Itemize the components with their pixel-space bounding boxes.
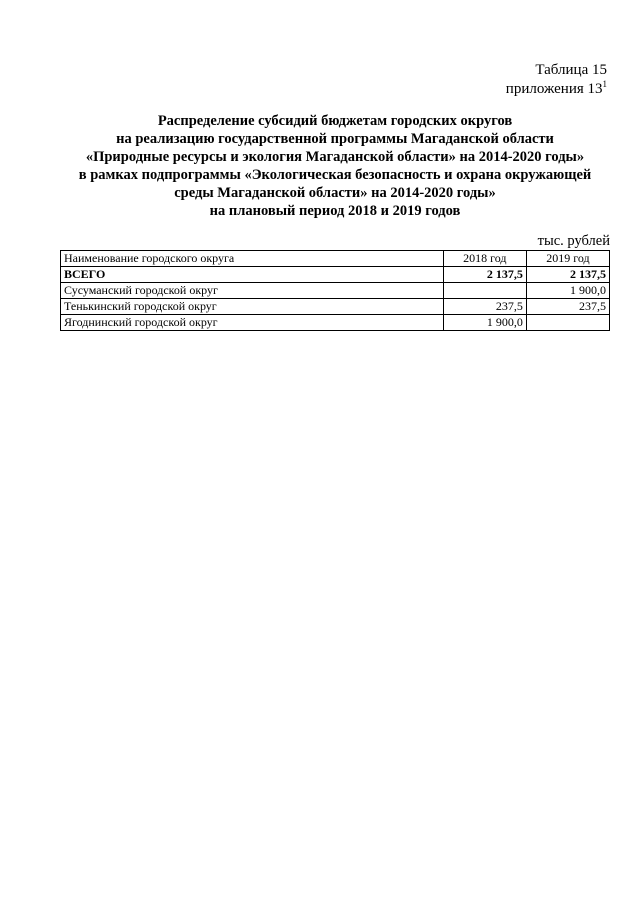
table-header-row <box>61 251 610 267</box>
appendix-reference <box>506 61 607 99</box>
table-row-total <box>61 267 610 283</box>
table-number: Таблица 15 <box>535 62 607 78</box>
header-2018: 2018 год <box>443 251 526 267</box>
header-2019: 2019 год <box>526 251 609 267</box>
document-title <box>40 112 630 220</box>
title-line: «Природные ресурсы и экология Магаданской области» на 2014-2020 годы» <box>85 149 585 165</box>
cell-2018: 1 900,0 <box>443 315 526 331</box>
cell-2018: 2 137,5 <box>443 267 526 283</box>
cell-name: Тенькинский городской округ <box>61 299 444 315</box>
cell-name: ВСЕГО <box>61 267 444 283</box>
cell-2019: 237,5 <box>526 299 609 315</box>
cell-2019 <box>526 315 609 331</box>
cell-name: Ягоднинский городской округ <box>61 315 444 331</box>
table-row <box>61 283 610 299</box>
subsidy-table <box>60 250 610 331</box>
table-row <box>61 299 610 315</box>
cell-2019: 1 900,0 <box>526 283 609 299</box>
header-district-name: Наименование городского округа <box>61 251 444 267</box>
title-line: Распределение субсидий бюджетам городских округов <box>157 113 513 129</box>
title-line: в рамках подпрограммы «Экологическая безопасность и охрана окружающей <box>78 167 592 183</box>
cell-2019: 2 137,5 <box>526 267 609 283</box>
appendix-number <box>506 80 607 99</box>
title-line: на реализацию государственной программы Магаданской области <box>116 131 554 147</box>
title-line: на плановый период 2018 и 2019 годов <box>209 203 461 219</box>
appendix-number-superscript: 1 <box>602 79 607 89</box>
appendix-number-text: приложения 13 <box>505 81 603 97</box>
title-line: среды Магаданской области» на 2014-2020 годы» <box>174 185 496 201</box>
unit-label: тыс. рублей <box>537 233 610 249</box>
table-row <box>61 315 610 331</box>
cell-2018 <box>443 283 526 299</box>
cell-2018: 237,5 <box>443 299 526 315</box>
cell-name: Сусуманский городской округ <box>61 283 444 299</box>
